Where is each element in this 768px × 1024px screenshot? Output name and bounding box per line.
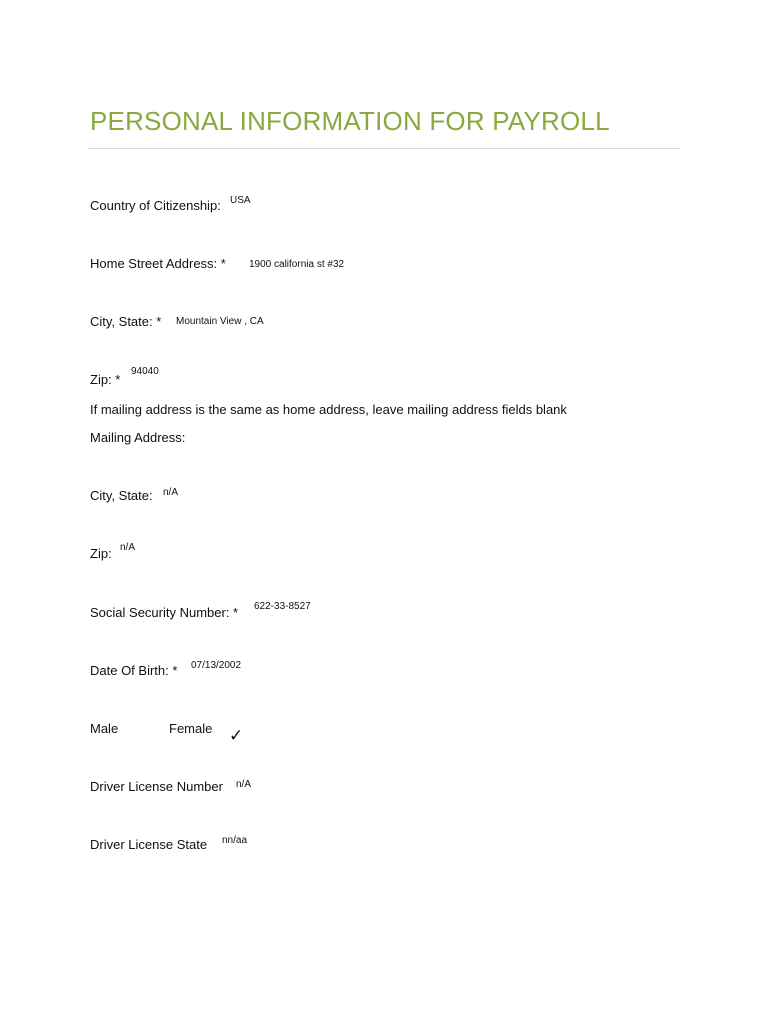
zip-value[interactable]: 94040 <box>131 366 159 377</box>
checkmark-icon[interactable]: ✓ <box>229 726 244 745</box>
female-option-label[interactable]: Female <box>169 721 213 736</box>
home-street-value[interactable]: 1900 california st #32 <box>249 259 345 270</box>
male-option-label[interactable]: Male <box>90 721 119 736</box>
mailing-zip-label: Zip: <box>90 546 112 561</box>
country-value[interactable]: USA <box>230 195 251 206</box>
mailing-city-state-label: City, State: <box>90 488 153 503</box>
mailing-address-label: Mailing Address: <box>90 430 186 445</box>
mailing-city-state-value[interactable]: n/A <box>163 487 179 498</box>
city-state-label: City, State: * <box>90 314 162 329</box>
dob-value[interactable]: 07/13/2002 <box>191 660 242 671</box>
country-label: Country of Citizenship: <box>90 198 221 213</box>
title-divider <box>88 148 680 149</box>
driver-license-number-label: Driver License Number <box>90 779 223 794</box>
mailing-zip-value[interactable]: n/A <box>120 542 136 553</box>
ssn-value[interactable]: 622-33-8527 <box>254 601 311 612</box>
dob-label: Date Of Birth: * <box>90 663 178 678</box>
mailing-note: If mailing address is the same as home address, leave mailing address fields blank <box>90 402 567 417</box>
driver-license-state-label: Driver License State <box>90 837 208 852</box>
form-title: PERSONAL INFORMATION FOR PAYROLL <box>90 106 610 136</box>
ssn-label: Social Security Number: * <box>90 605 239 620</box>
home-street-label: Home Street Address: * <box>90 256 226 271</box>
city-state-value[interactable]: Mountain View , CA <box>176 316 264 327</box>
driver-license-number-value[interactable]: n/A <box>236 779 252 790</box>
driver-license-state-value[interactable]: nn/aa <box>222 835 248 846</box>
zip-label: Zip: * <box>90 372 121 387</box>
